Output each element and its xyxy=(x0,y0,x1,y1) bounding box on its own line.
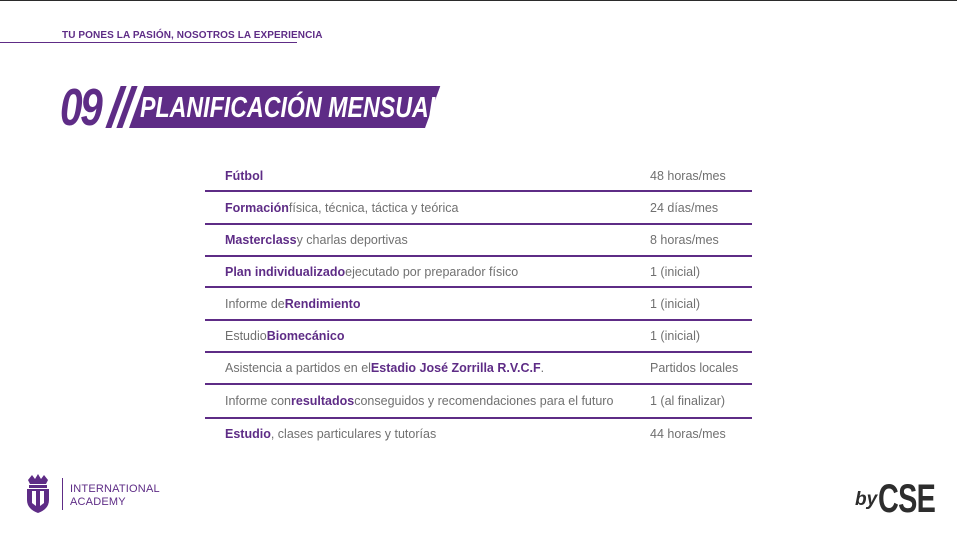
academy-name-line1: INTERNATIONAL xyxy=(70,483,160,495)
row-value: 44 horas/mes xyxy=(650,427,726,441)
table-row xyxy=(205,288,752,321)
header-tagline: TU PONES LA PASIÓN, NOSOTROS LA EXPERIENCIA xyxy=(62,30,323,41)
table-row xyxy=(205,321,752,353)
plan-table xyxy=(205,161,752,449)
academy-name-line2: ACADEMY xyxy=(70,496,126,508)
row-value: 48 horas/mes xyxy=(650,168,726,183)
row-description: Informe de Rendimiento xyxy=(225,296,361,311)
table-row xyxy=(205,257,752,288)
tagline-underline xyxy=(0,42,297,43)
row-value: Partidos locales xyxy=(650,361,739,375)
table-row xyxy=(205,192,752,225)
row-description: Masterclass y charlas deportivas xyxy=(225,233,408,247)
row-value: 1 (al finalizar) xyxy=(650,394,726,408)
row-description: Estudio Biomecánico xyxy=(225,329,345,343)
row-description: Plan individualizado ejecutado por preparador físico xyxy=(225,264,519,279)
section-title: PLANIFICACIÓN MENSUAL xyxy=(140,92,443,124)
row-description: Asistencia a partidos en el Estadio José Zorrilla R.V.C.F . xyxy=(225,361,545,375)
table-row xyxy=(205,385,752,419)
row-description: Informe con resultados conseguidos y recomendaciones para el futuro xyxy=(225,394,614,408)
table-row xyxy=(205,161,752,192)
row-value: 24 días/mes xyxy=(650,200,719,215)
section-number: 09 xyxy=(60,79,101,137)
row-value: 8 horas/mes xyxy=(650,233,719,247)
row-description: Formación física, técnica, táctica y teórica xyxy=(225,200,459,215)
row-value: 1 (inicial) xyxy=(650,329,701,343)
brand-by-label: by xyxy=(855,489,878,510)
club-crest-icon xyxy=(24,472,52,514)
row-value: 1 (inicial) xyxy=(650,264,701,279)
brand-logo-text: CSE xyxy=(878,477,936,521)
row-description: Fútbol xyxy=(225,168,264,183)
table-row xyxy=(205,419,752,449)
row-description: Estudio , clases particulares y tutorías xyxy=(225,427,437,441)
row-value: 1 (inicial) xyxy=(650,296,701,311)
table-row xyxy=(205,225,752,257)
logo-divider xyxy=(62,478,63,510)
top-border-line xyxy=(0,0,957,1)
table-row xyxy=(205,353,752,385)
